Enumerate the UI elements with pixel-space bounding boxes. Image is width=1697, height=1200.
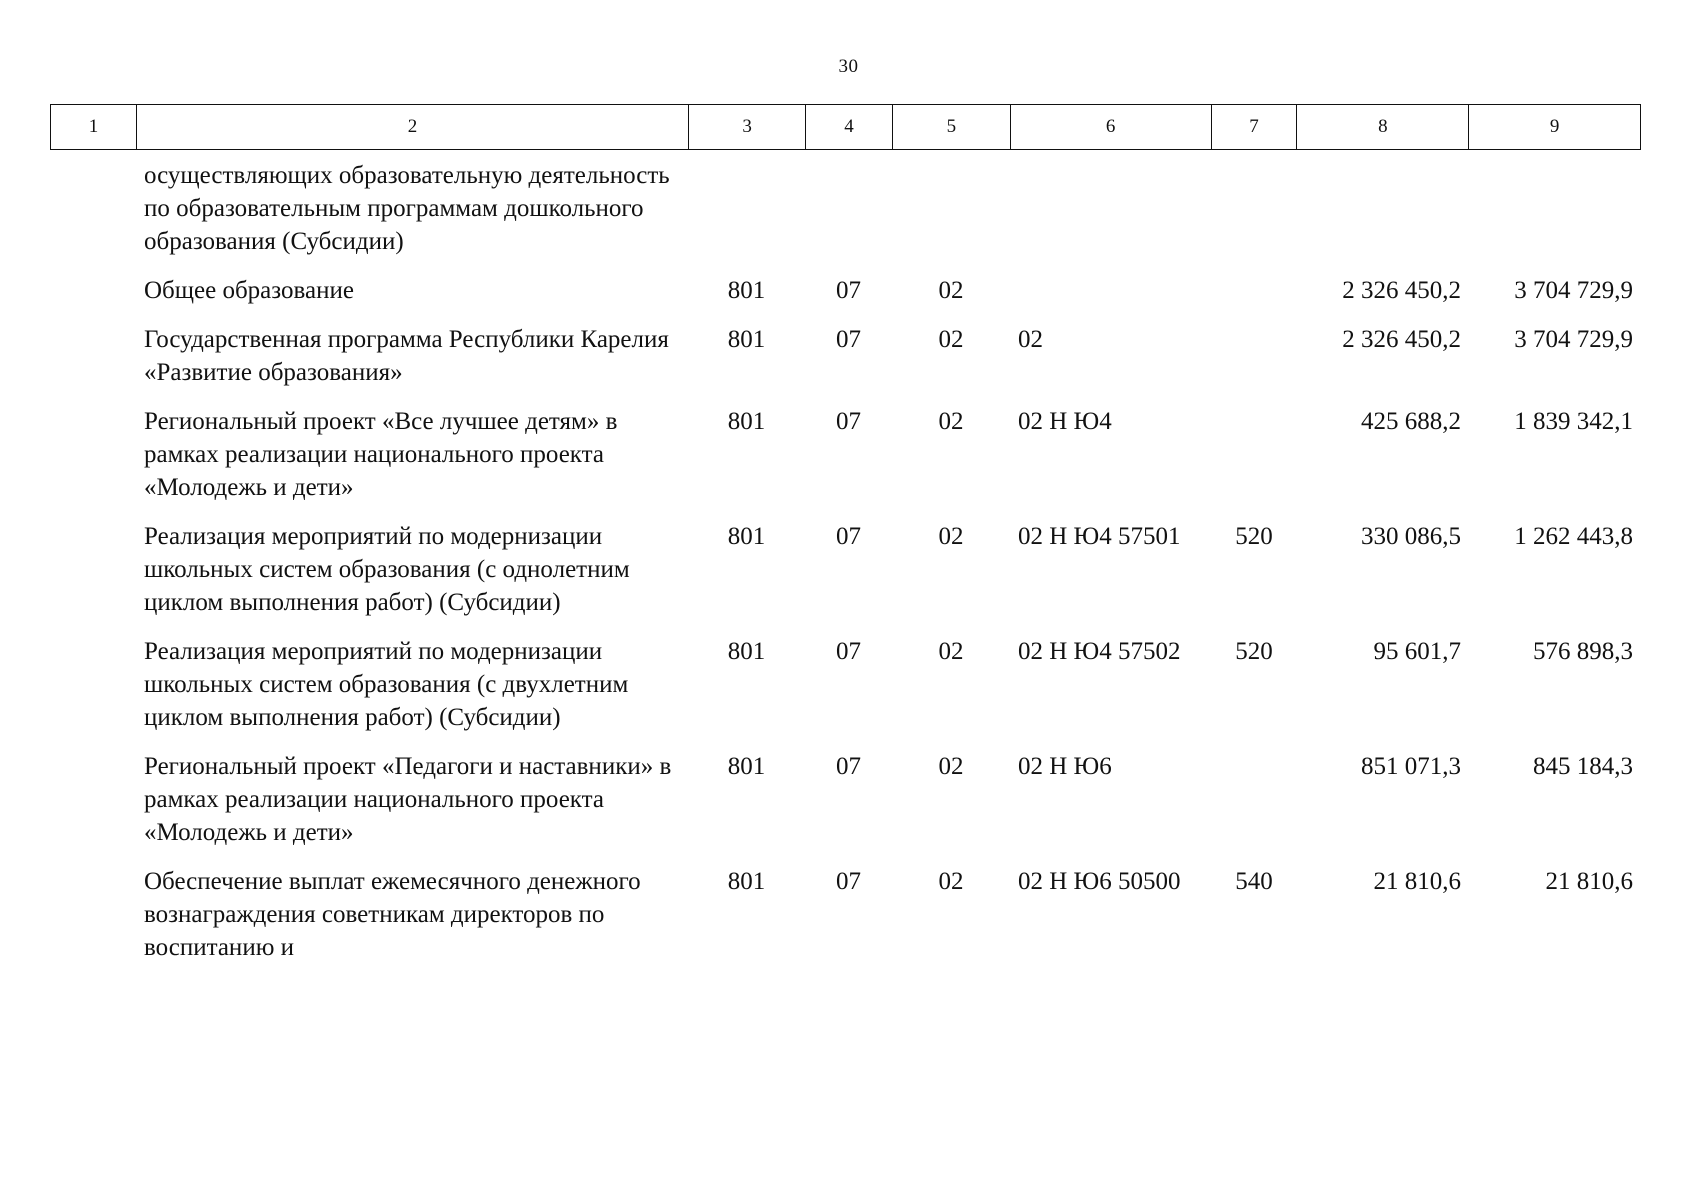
cell-target-item: 02	[1018, 326, 1043, 353]
cell-amount-1: 330 086,5	[1361, 523, 1461, 550]
cell-amount-1: 95 601,7	[1373, 638, 1461, 665]
cell-subsection: 02	[938, 523, 964, 550]
column-header-8: 8	[1296, 105, 1468, 149]
cell-subsection: 02	[938, 868, 964, 895]
cell-amount-1: 851 071,3	[1361, 753, 1461, 780]
cell-target-item	[1010, 274, 1211, 307]
table-row	[50, 520, 1641, 619]
cell-name: Региональный проект «Все лучшее детям» в рамках реализации национального проекта «Молодежь и дети»	[144, 408, 618, 501]
cell-empty	[50, 520, 135, 619]
column-header-2: 2	[136, 105, 688, 149]
cell-expense-type	[1211, 323, 1297, 389]
cell-target-item: 02 Н Ю6 50500	[1018, 868, 1181, 895]
cell-ministry-code: 801	[727, 523, 766, 550]
column-header-4: 4	[805, 105, 892, 149]
table-row	[50, 865, 1641, 964]
cell-amount-2: 1 262 443,8	[1514, 523, 1633, 550]
cell-target-item: 02 Н Ю6	[1018, 753, 1112, 780]
table-row	[50, 274, 1641, 307]
cell-empty	[50, 159, 135, 258]
cell-section	[805, 159, 892, 258]
cell-name: Обеспечение выплат ежемесячного денежного вознаграждения советникам директоров по воспитанию и	[144, 868, 641, 961]
column-header-1: 1	[88, 116, 99, 137]
cell-ministry-code: 801	[727, 638, 766, 665]
page-number: 30	[838, 56, 859, 77]
cell-expense-type	[1211, 405, 1297, 504]
cell-expense-type	[1211, 159, 1297, 258]
cell-amount-2: 845 184,3	[1533, 753, 1633, 780]
cell-target-item	[1010, 159, 1211, 258]
column-header-9: 9	[1468, 105, 1640, 149]
cell-subsection: 02	[938, 326, 964, 353]
cell-section: 07	[836, 638, 861, 665]
cell-name: Государственная программа Республики Карелия «Развитие образования»	[144, 326, 669, 386]
cell-name: осуществляющих образовательную деятельность по образовательным программам дошкольного образования (Субсидии)	[144, 162, 670, 255]
column-header-5: 5	[892, 105, 1010, 149]
cell-amount-2: 21 810,6	[1545, 868, 1633, 895]
table-row	[50, 159, 1641, 258]
cell-expense-type: 520	[1235, 638, 1273, 665]
table-row	[50, 750, 1641, 849]
cell-amount-1: 425 688,2	[1361, 408, 1461, 435]
cell-amount-2	[1469, 159, 1641, 258]
cell-target-item: 02 Н Ю4 57501	[1018, 523, 1181, 550]
cell-subsection: 02	[938, 638, 964, 665]
cell-name: Реализация мероприятий по модернизации школьных систем образования (с двухлетним циклом выполнения работ) (Субсидии)	[144, 638, 629, 731]
table-row	[50, 405, 1641, 504]
table-body	[50, 159, 1641, 964]
cell-subsection: 02	[938, 753, 964, 780]
cell-ministry-code: 801	[727, 326, 766, 353]
table-row	[50, 323, 1641, 389]
cell-expense-type: 520	[1235, 523, 1273, 550]
cell-section: 07	[836, 277, 861, 304]
cell-expense-type: 540	[1235, 868, 1273, 895]
cell-empty	[50, 865, 135, 964]
column-header-3: 3	[688, 105, 805, 149]
cell-target-item: 02 Н Ю4 57502	[1018, 638, 1181, 665]
cell-empty	[50, 635, 135, 734]
cell-name: Реализация мероприятий по модернизации школьных систем образования (с однолетним циклом выполнения работ) (Субсидии)	[144, 523, 630, 616]
cell-subsection	[892, 159, 1010, 258]
cell-subsection: 02	[938, 277, 964, 304]
cell-section: 07	[836, 408, 861, 435]
cell-section: 07	[836, 868, 861, 895]
cell-empty	[50, 405, 135, 504]
cell-subsection: 02	[938, 408, 964, 435]
cell-ministry-code: 801	[727, 408, 766, 435]
cell-amount-1	[1297, 159, 1469, 258]
cell-empty	[50, 750, 135, 849]
cell-ministry-code: 801	[727, 277, 766, 304]
column-header-7: 7	[1211, 105, 1297, 149]
cell-amount-2: 3 704 729,9	[1514, 326, 1633, 353]
table-header-row	[50, 104, 1641, 150]
cell-name: Региональный проект «Педагоги и наставники» в рамках реализации национального проекта «Молодежь и дети»	[144, 753, 672, 846]
cell-name: Общее образование	[144, 277, 354, 304]
cell-section: 07	[836, 326, 861, 353]
cell-amount-1: 2 326 450,2	[1342, 277, 1461, 304]
cell-expense-type	[1211, 274, 1297, 307]
cell-ministry-code	[688, 159, 805, 258]
column-header-6: 6	[1010, 105, 1211, 149]
cell-expense-type	[1211, 750, 1297, 849]
cell-ministry-code: 801	[727, 753, 766, 780]
cell-section: 07	[836, 523, 861, 550]
cell-section: 07	[836, 753, 861, 780]
cell-amount-2: 576 898,3	[1533, 638, 1633, 665]
cell-empty	[50, 323, 135, 389]
cell-amount-1: 2 326 450,2	[1342, 326, 1461, 353]
cell-empty	[50, 274, 135, 307]
cell-amount-1: 21 810,6	[1373, 868, 1461, 895]
cell-ministry-code: 801	[727, 868, 766, 895]
cell-target-item: 02 Н Ю4	[1018, 408, 1112, 435]
table-row	[50, 635, 1641, 734]
cell-amount-2: 3 704 729,9	[1514, 277, 1633, 304]
cell-amount-2: 1 839 342,1	[1514, 408, 1633, 435]
